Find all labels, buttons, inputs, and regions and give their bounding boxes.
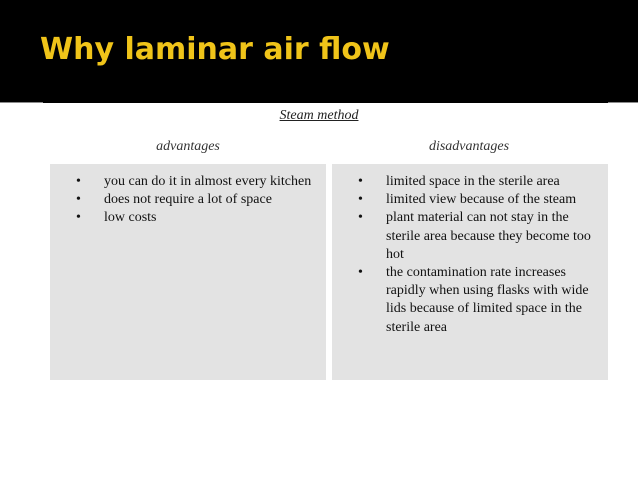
list-item: • low costs xyxy=(50,209,318,227)
disadvantages-list xyxy=(332,173,600,337)
advantages-header: advantages xyxy=(156,139,220,154)
slide-title: Why laminar air flow xyxy=(40,32,390,67)
table-heading-text: Steam method xyxy=(279,108,359,123)
list-item: • the contamination rate increases rapidly when using flasks with wide lids because of limited space in the sterile area xyxy=(332,264,600,337)
divider-left xyxy=(0,102,43,103)
title-bar xyxy=(0,0,638,103)
list-item: • limited view because of the steam xyxy=(332,191,600,209)
disadvantages-panel xyxy=(332,164,608,380)
advantages-list xyxy=(50,173,318,228)
list-item: • limited space in the sterile area xyxy=(332,173,600,191)
disadvantages-header: disadvantages xyxy=(428,139,510,154)
list-item: • does not require a lot of space xyxy=(50,191,318,209)
divider-right xyxy=(608,102,638,103)
list-item: • you can do it in almost every kitchen xyxy=(50,173,318,191)
list-item: • plant material can not stay in the sterile area because they become too hot xyxy=(332,209,600,264)
advantages-panel xyxy=(50,164,326,380)
table-heading xyxy=(0,106,638,124)
